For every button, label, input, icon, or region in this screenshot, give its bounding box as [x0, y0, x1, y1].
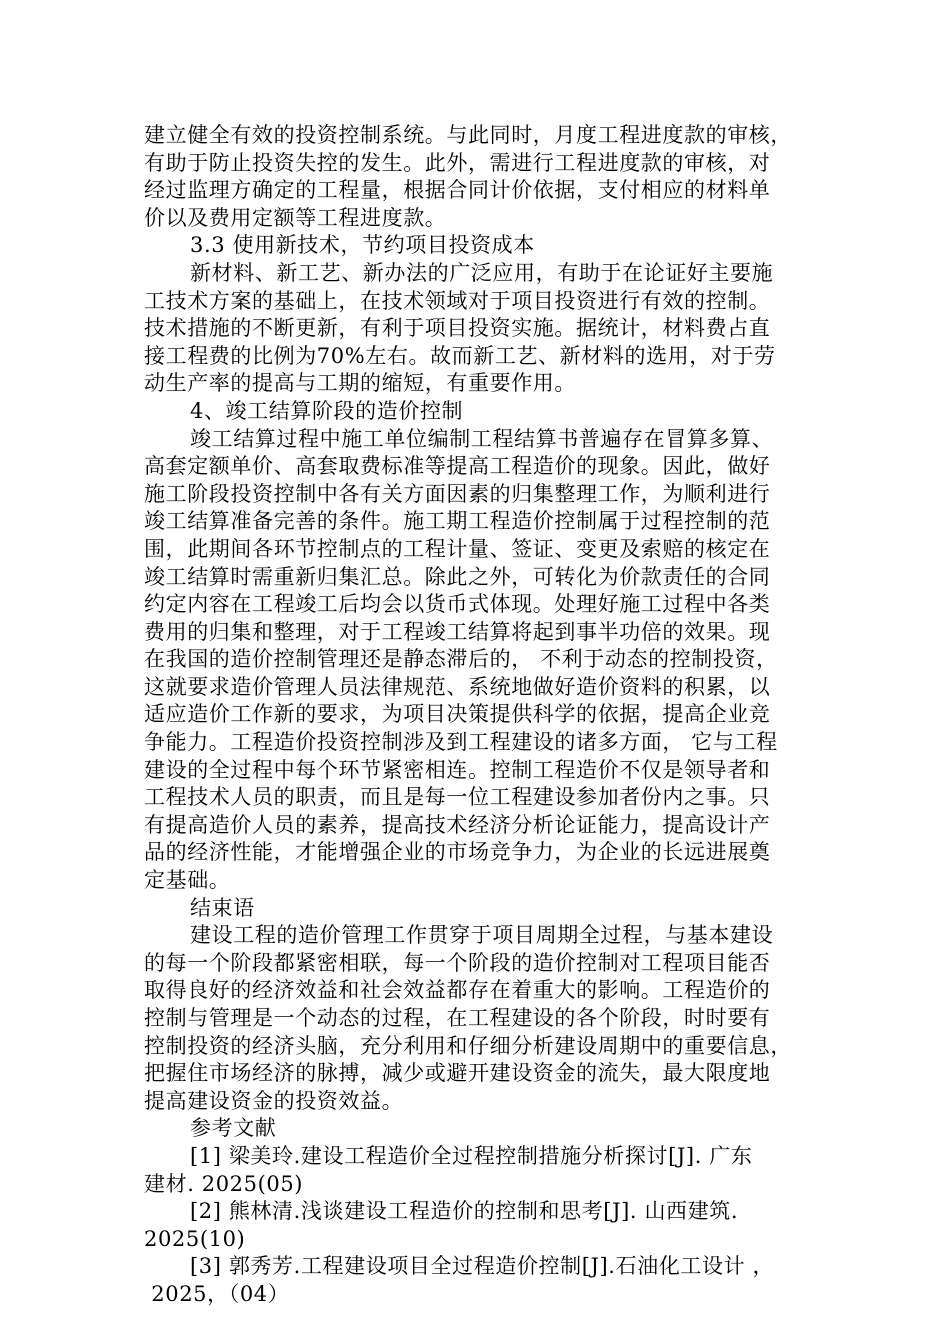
document-body [144, 122, 808, 1309]
text-line: 结束语 [190, 895, 255, 920]
text-line: 在我国的造价控制管理还是静态滞后的， 不利于动态的控制投资， [144, 647, 778, 672]
text-line: 围，此期间各环节控制点的工程计量、签证、变更及索赔的核定在 [144, 536, 771, 561]
text-line: 控制与管理是一个动态的过程，在工程建设的各个阶段，时时要有 [144, 1006, 771, 1030]
text-line: 建材. 2025(05) [144, 1171, 304, 1196]
text-line: 2025(10) [144, 1226, 246, 1251]
text-line: 的每一个阶段都紧密相联，每一个阶段的造价控制对工程项目能否 [144, 950, 771, 975]
text-line: [1] 梁美玲.建设工程造价全过程控制措施分析探讨[J]. 广东 [190, 1143, 753, 1168]
text-line: 定基础。 [144, 868, 231, 893]
text-line: 参考文献 [190, 1116, 277, 1141]
text-line: 建立健全有效的投资控制系统。与此同时，月度工程进度款的审核， [144, 123, 792, 147]
text-line: 工程技术人员的职责，而且是每一位工程建设参加者份内之事。只 [144, 785, 771, 810]
text-line: 4、竣工结算阶段的造价控制 [190, 398, 464, 423]
text-line: 工技术方案的基础上，在技术领域对于项目投资进行有效的控制。 [144, 288, 771, 313]
text-line: 约定内容在工程竣工后均会以货币式体现。处理好施工过程中各类 [144, 592, 771, 617]
text-line: 提高建设资金的投资效益。 [144, 1088, 404, 1113]
text-line: 取得良好的经济效益和社会效益都存在着重大的影响。工程造价的 [144, 978, 771, 1003]
text-line: [2] 熊林清.浅谈建设工程造价的控制和思考[J]. 山西建筑. [190, 1199, 739, 1224]
text-line: 品的经济性能，才能增强企业的市场竞争力，为企业的长远进展奠 [144, 840, 771, 865]
text-line: 经过监理方确定的工程量，根据合同计价依据，支付相应的材料单 [144, 178, 771, 203]
text-line: 这就要求造价管理人员法律规范、系统地做好造价资料的积累，以 [144, 674, 771, 699]
text-line: 动生产率的提高与工期的缩短，有重要作用。 [144, 371, 576, 396]
text-line: 建设工程的造价管理工作贯穿于项目周期全过程，与基本建设 [190, 923, 774, 948]
text-line: 3.3 使用新技术，节约项目投资成本 [190, 233, 535, 258]
text-line: 技术措施的不断更新，有利于项目投资实施。据统计，材料费占直 [144, 316, 771, 341]
text-line: 有助于防止投资失控的发生。此外，需进行工程进度款的审核，对 [144, 150, 771, 175]
text-line: [3] 郭秀芳.工程建设项目全过程造价控制[J].石油化工设计 ， [190, 1254, 775, 1279]
text-line: 建设的全过程中每个环节紧密相连。控制工程造价不仅是领导者和 [144, 757, 771, 782]
text-line: 把握住市场经济的脉搏，减少或避开建设资金的流失，最大限度地 [144, 1061, 771, 1086]
text-line: 争能力。工程造价投资控制涉及到工程建设的诸多方面， 它与工程 [144, 730, 778, 755]
text-line: 竣工结算过程中施工单位编制工程结算书普遍存在冒算多算、 [190, 426, 774, 451]
text-line: 竣工结算准备完善的条件。施工期工程造价控制属于过程控制的范 [144, 509, 771, 534]
text-line: 竣工结算时需重新归集汇总。除此之外，可转化为价款责任的合同 [144, 564, 771, 589]
text-line: 2025，（04） [144, 1281, 290, 1306]
text-line: 接工程费的比例为70%左右。故而新工艺、新材料的选用，对于劳 [144, 343, 776, 368]
text-line: 施工阶段投资控制中各有关方面因素的归集整理工作，为顺利进行 [144, 481, 771, 506]
text-line: 有提高造价人员的素养，提高技术经济分析论证能力，提高设计产 [144, 812, 771, 837]
text-line: 费用的归集和整理，对于工程竣工结算将起到事半功倍的效果。现 [144, 619, 771, 644]
text-line: 价以及费用定额等工程进度款。 [144, 205, 447, 230]
text-line: 适应造价工作新的要求，为项目决策提供科学的依据，提高企业竞 [144, 702, 771, 727]
text-line: 新材料、新工艺、新办法的广泛应用，有助于在论证好主要施 [190, 260, 774, 285]
text-line: 控制投资的经济头脑，充分利用和仔细分析建设周期中的重要信息， [144, 1033, 792, 1058]
text-line: 高套定额单价、高套取费标准等提高工程造价的现象。因此，做好 [144, 454, 771, 479]
